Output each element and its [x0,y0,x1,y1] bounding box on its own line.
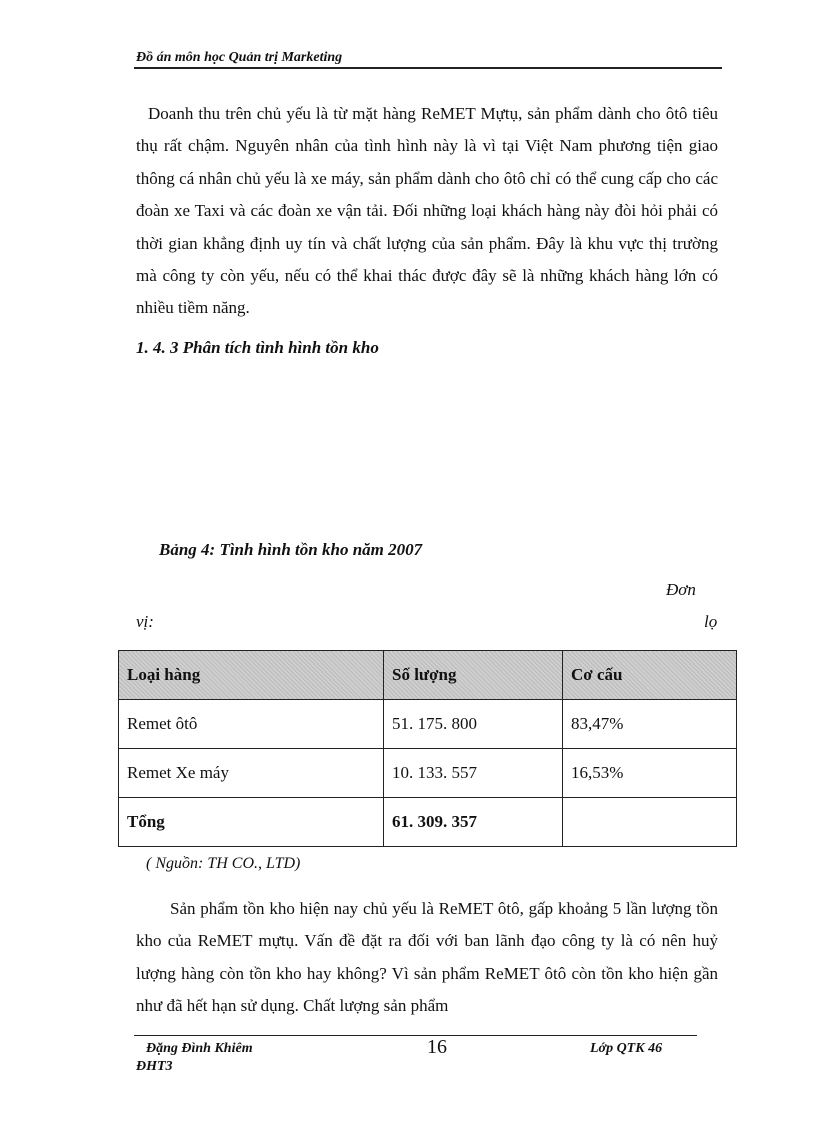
total-quantity-cell: 61. 309. 357 [384,798,563,847]
table-source-note: ( Nguồn: TH CO., LTD) [146,855,301,872]
total-label-cell: Tổng [119,798,384,847]
header-cell-share: Cơ cấu [563,651,737,700]
table-row [119,749,737,798]
table-cell: Remet ôtô [119,700,384,749]
page-number: 16 [427,1036,447,1058]
body-paragraph-1: Doanh thu trên chủ yếu là từ mặt hàng ReMET Mựtụ, sản phẩm dành cho ôtô tiêu thụ rất chậm. Nguyên nhân của tình hình này là vì tại Việt Nam phương tiện giao thông cá nhân chủ yếu là xe máy, sản phẩm dành cho ôtô chỉ có thể cung cấp cho các đoàn xe Taxi và các đoàn xe vận tải. Đối những loại khách hàng này đòi hỏi phải có thời gian khẳng định uy tín và chất lượng của sản phẩm. Đây là khu vực thị trường mà công ty còn yếu, nếu có thể khai thác được đây sẽ là những khách hàng lớn có nhiều tiềm năng. [136,104,718,318]
table-cell: Remet Xe máy [119,749,384,798]
header-cell-quantity: Số lượng [384,651,563,700]
page-header-title: Đồ án môn học Quản trị Marketing [136,50,343,65]
table-row [119,700,737,749]
table-total-row [119,798,737,847]
table-cell: 16,53% [563,749,737,798]
footer-rule [134,1035,697,1036]
table-cell: 10. 133. 557 [384,749,563,798]
table-cell: 83,47% [563,700,737,749]
inventory-table [118,650,737,847]
header-rule [134,67,722,69]
header-cell-product-type: Loại hàng [119,651,384,700]
unit-label-part-b: vị: [136,612,154,631]
footer-class-label: Lớp QTK 46 [590,1041,663,1056]
table-header-row [119,651,737,700]
footer-author-unit: ĐHT3 [136,1059,173,1074]
table-cell: 51. 175. 800 [384,700,563,749]
body-paragraph-2: Sản phẩm tồn kho hiện nay chủ yếu là ReMET ôtô, gấp khoảng 5 lần lượng tồn kho của ReMET mựtụ. Vấn đề đặt ra đối với ban lãnh đạo công ty là có nên huỷ lượng hàng còn tồn kho hay không? Vì sản phẩm ReMET ôtô còn tồn kho hiện gần như đã hết hạn sử dụng. Chất lượng sản phẩm [136,899,718,1016]
section-heading: 1. 4. 3 Phân tích tình hình tồn kho [136,338,379,357]
table-caption: Bảng 4: Tình hình tồn kho năm 2007 [159,540,423,559]
unit-label-part-c: lọ [704,612,718,631]
footer-author-name: Đặng Đình Khiêm [146,1041,253,1056]
unit-label-part-a: Đơn [666,580,696,599]
total-share-cell [563,798,737,847]
